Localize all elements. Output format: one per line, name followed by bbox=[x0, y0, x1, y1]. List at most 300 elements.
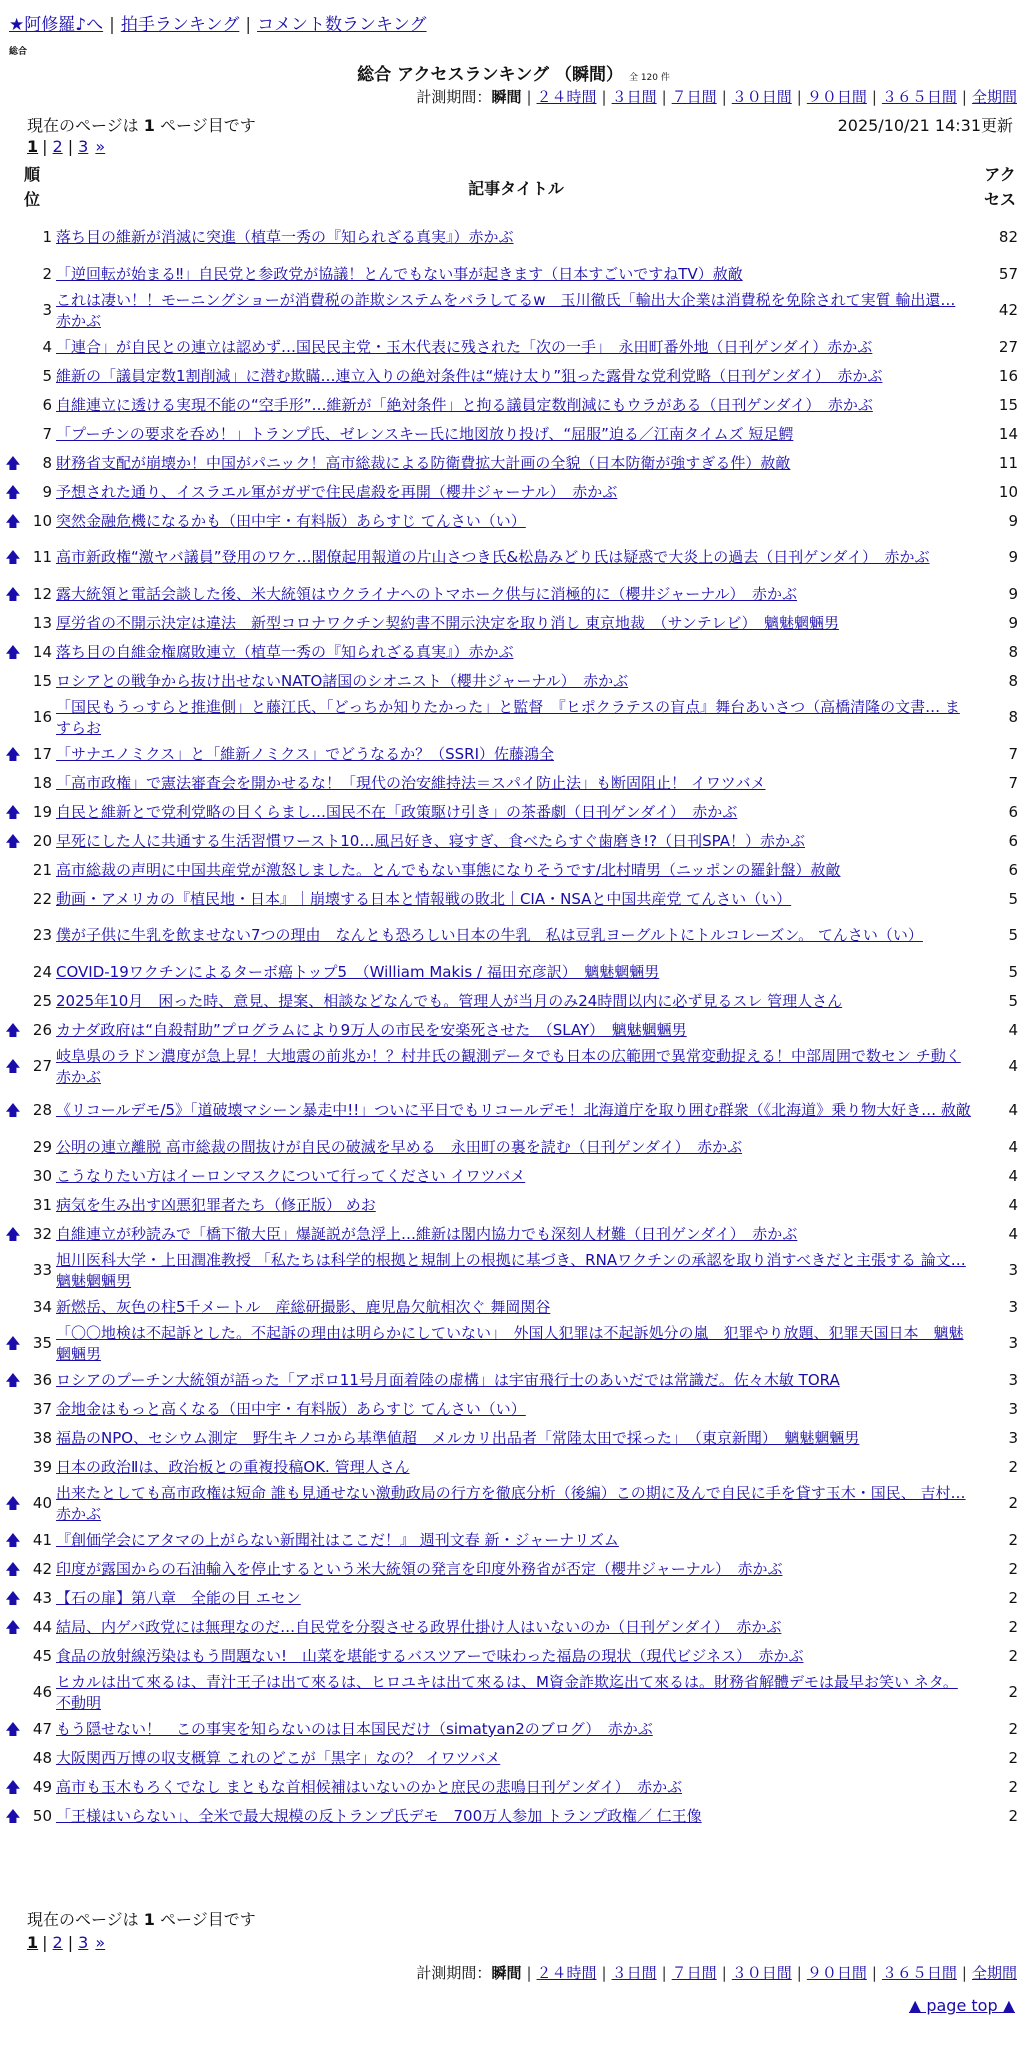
access-count: 9 bbox=[1008, 548, 1018, 567]
arrow-cell bbox=[4, 1744, 22, 1773]
arrow-cell bbox=[4, 638, 22, 667]
article-link[interactable]: 「プーチンの要求を呑め！」トランプ氏、ゼレンスキー氏に地図放り投げ、“屈服”迫る／江南タイムズ 短足鰐 bbox=[56, 424, 794, 443]
period-separator: | bbox=[871, 1964, 877, 1982]
rank-number: 16 bbox=[32, 708, 52, 727]
period-selector-bottom bbox=[416, 1962, 1017, 1983]
article-link[interactable]: 落ち目の自維金権腐敗連立（植草一秀の『知られざる真実』）赤かぶ bbox=[56, 642, 514, 661]
arrow-cell bbox=[4, 1642, 22, 1671]
arrow-cell bbox=[4, 420, 22, 449]
title-cell bbox=[56, 260, 974, 289]
table-row bbox=[4, 478, 1022, 507]
table-row bbox=[4, 1045, 1022, 1089]
title-cell bbox=[56, 1424, 974, 1453]
period-option-link[interactable]: ３日間 bbox=[611, 88, 657, 106]
up-arrow-icon: 🡅 bbox=[5, 642, 21, 661]
title-cell bbox=[56, 1526, 974, 1555]
access-count: 2 bbox=[1008, 1719, 1018, 1738]
table-row bbox=[4, 507, 1022, 536]
arrow-cell bbox=[4, 769, 22, 798]
rank-number: 6 bbox=[42, 395, 52, 414]
access-count: 4 bbox=[1008, 1195, 1018, 1214]
period-option-link[interactable]: ２４時間 bbox=[536, 1964, 597, 1982]
title-cell bbox=[56, 1249, 974, 1293]
title-cell bbox=[56, 798, 974, 827]
up-arrow-icon: 🡅 bbox=[5, 831, 21, 850]
access-count: 3 bbox=[1008, 1334, 1018, 1353]
title-cell bbox=[56, 1671, 974, 1715]
arrow-cell bbox=[4, 1249, 22, 1293]
up-arrow-icon: 🡅 bbox=[5, 1588, 21, 1607]
title-cell bbox=[56, 740, 974, 769]
title-header: 記事タイトル bbox=[468, 179, 564, 198]
title-cell bbox=[56, 1089, 974, 1133]
table-row bbox=[4, 1642, 1022, 1671]
arrow-cell bbox=[4, 1162, 22, 1191]
rank-number: 23 bbox=[32, 926, 52, 945]
period-option-link[interactable]: 全期間 bbox=[971, 1964, 1017, 1982]
table-row bbox=[4, 1613, 1022, 1642]
access-count: 4 bbox=[1008, 1137, 1018, 1156]
pager-top bbox=[27, 137, 106, 156]
rank-number: 13 bbox=[32, 613, 52, 632]
table-row bbox=[4, 1555, 1022, 1584]
article-link[interactable]: 早死にした人に共通する生活習慣ワースト10…風呂好き、寝すぎ、食べたらすぐ歯磨き!?（日刊SPA！）赤かぶ bbox=[56, 831, 805, 850]
article-link[interactable]: 大阪関西万博の収支概算 これのどこが「黒字」なの？ イワツバメ bbox=[56, 1748, 501, 1767]
arrow-cell bbox=[4, 1191, 22, 1220]
rank-header: 順位 bbox=[23, 165, 40, 209]
up-arrow-icon: 🡅 bbox=[5, 1224, 21, 1243]
arrow-cell bbox=[4, 391, 22, 420]
title-cell bbox=[56, 696, 974, 740]
title-cell bbox=[56, 1016, 974, 1045]
up-arrow-icon: 🡅 bbox=[5, 1494, 21, 1513]
access-count: 3 bbox=[1008, 1428, 1018, 1447]
up-arrow-icon: 🡅 bbox=[5, 802, 21, 821]
table-row bbox=[4, 1424, 1022, 1453]
pager-next-link[interactable]: » bbox=[95, 137, 106, 156]
table-row bbox=[4, 958, 1022, 987]
arrow-cell bbox=[4, 362, 22, 391]
access-count: 2 bbox=[1008, 1457, 1018, 1476]
article-link[interactable]: ロシアとの戦争から抜け出せないNATO諸国のシオニスト（櫻井ジャーナル） 赤かぶ bbox=[56, 671, 629, 690]
rank-number: 39 bbox=[32, 1457, 52, 1476]
arrow-cell bbox=[4, 987, 22, 1016]
article-link[interactable]: 「連合」が自民との連立は認めず…国民民主党・玉木代表に残された「次の一手」 永田町番外地（日刊ゲンダイ）赤かぶ bbox=[56, 337, 873, 356]
rank-number: 21 bbox=[32, 860, 52, 879]
rank-number: 30 bbox=[32, 1166, 52, 1185]
rank-number: 15 bbox=[32, 671, 52, 690]
arrow-cell bbox=[4, 1526, 22, 1555]
article-link[interactable]: 印度が露国からの石油輸入を停止するという米大統領の発言を印度外務省が否定（櫻井ジャーナル） 赤かぶ bbox=[56, 1559, 783, 1578]
title-cell bbox=[56, 1584, 974, 1613]
hakushu-ranking-link[interactable]: 拍手ランキング bbox=[120, 15, 240, 35]
access-count: 8 bbox=[1008, 708, 1018, 727]
article-link[interactable]: 日本の政治Ⅱは、政治板との重複投稿OK. 管理人さん bbox=[56, 1457, 410, 1476]
article-link[interactable]: 「高市政権」で憲法審査会を開かせるな！「現代の治安維持法＝スパイ防止法」も断固阻止！ イワツバメ bbox=[56, 773, 766, 792]
pager-separator: | bbox=[67, 137, 74, 156]
up-arrow-icon: 🡅 bbox=[5, 1617, 21, 1636]
pager-page-link[interactable]: 2 bbox=[52, 137, 63, 156]
arrow-cell bbox=[4, 1366, 22, 1395]
article-link[interactable]: 自維連立に透ける実現不能の“空手形”…維新が「絶対条件」と拘る議員定数削減にもウラがある（日刊ゲンダイ） 赤かぶ bbox=[56, 395, 873, 414]
rank-number: 46 bbox=[32, 1683, 52, 1702]
period-option-link[interactable]: ３日間 bbox=[611, 1964, 657, 1982]
period-option-link[interactable]: ３０日間 bbox=[731, 88, 792, 106]
access-header: アクセス bbox=[983, 165, 1016, 209]
article-link[interactable]: 【石の扉】第八章 全能の目 エセン bbox=[56, 1588, 301, 1607]
access-count: 11 bbox=[998, 453, 1018, 472]
rank-number: 32 bbox=[32, 1224, 52, 1243]
article-link[interactable]: 結局、内ゲバ政党には無理なのだ…自民党を分裂させる政界仕掛け人はいないのか（日刊ゲンダイ） 赤かぶ bbox=[56, 1617, 782, 1636]
article-link[interactable]: 落ち目の維新が消滅に突進（植草一秀の『知られざる真実』）赤かぶ bbox=[56, 228, 514, 247]
period-separator: | bbox=[601, 1964, 607, 1982]
table-row bbox=[4, 391, 1022, 420]
access-count: 2 bbox=[1008, 1494, 1018, 1513]
access-count: 2 bbox=[1008, 1806, 1018, 1825]
rank-number: 40 bbox=[32, 1494, 52, 1513]
rank-number: 26 bbox=[32, 1020, 52, 1039]
arrow-cell bbox=[4, 609, 22, 638]
rank-number: 19 bbox=[32, 802, 52, 821]
up-arrow-icon: 🡅 bbox=[5, 548, 21, 567]
title-cell bbox=[56, 216, 974, 260]
article-link[interactable]: 財務省支配が崩壊か！中国がパニック！高市総裁による防衛費拡大計画の全貌（日本防衛が強すぎる件）赦敵 bbox=[56, 453, 791, 472]
rank-number: 34 bbox=[32, 1297, 52, 1316]
title-cell bbox=[56, 1715, 974, 1744]
table-row bbox=[4, 1220, 1022, 1249]
title-cell bbox=[56, 769, 974, 798]
rank-number: 50 bbox=[32, 1806, 52, 1825]
rank-number: 31 bbox=[32, 1195, 52, 1214]
access-count: 9 bbox=[1008, 511, 1018, 530]
period-separator: | bbox=[661, 88, 667, 106]
article-link[interactable]: 「サナエノミクス」と「維新ノミクス」でどうなるか？（SSRI）佐藤鴻全 bbox=[56, 744, 554, 763]
access-count: 2 bbox=[1008, 1777, 1018, 1796]
access-count: 2 bbox=[1008, 1683, 1018, 1702]
article-link[interactable]: 公明の連立離脱 高市総裁の間抜けが自民の破滅を早める 永田町の裏を読む（日刊ゲンダイ） 赤かぶ bbox=[56, 1137, 743, 1156]
table-row bbox=[4, 1773, 1022, 1802]
title-text: 総合 アクセスランキング （瞬間） bbox=[357, 65, 623, 85]
article-link[interactable]: こうなりたい方はイーロンマスクについて行ってください イワツバメ bbox=[56, 1166, 526, 1185]
current-page-prefix: 現在のページは bbox=[27, 1910, 139, 1929]
period-option-link[interactable]: ２４時間 bbox=[536, 88, 597, 106]
article-link[interactable]: 自維連立が秒読みで「橋下徹大臣」爆誕説が急浮上…維新は閣内協力でも深刻人材難（日刊ゲンダイ） 赤かぶ bbox=[56, 1224, 798, 1243]
rank-number: 25 bbox=[32, 991, 52, 1010]
table-row bbox=[4, 289, 1022, 333]
title-cell bbox=[56, 507, 974, 536]
table-row bbox=[4, 260, 1022, 289]
arrow-cell bbox=[4, 958, 22, 987]
pager-page-link[interactable]: 3 bbox=[78, 137, 89, 156]
title-cell bbox=[56, 1613, 974, 1642]
arrow-cell bbox=[4, 885, 22, 914]
table-row bbox=[4, 987, 1022, 1016]
article-link[interactable]: 食品の放射線汚染はもう問題ない! 山菜を堪能するバスツアーで味わった福島の現状（現代ビジネス） 赤かぶ bbox=[56, 1646, 804, 1665]
period-option-link[interactable]: ７日間 bbox=[671, 1964, 717, 1982]
access-count: 16 bbox=[998, 366, 1018, 385]
table-row bbox=[4, 856, 1022, 885]
access-count: 27 bbox=[998, 337, 1018, 356]
up-arrow-icon: 🡅 bbox=[5, 1777, 21, 1796]
period-separator: | bbox=[526, 88, 532, 106]
arrow-cell bbox=[4, 260, 22, 289]
article-link[interactable]: 予想された通り、イスラエル軍がガザで住民虐殺を再開（櫻井ジャーナル） 赤かぶ bbox=[56, 482, 618, 501]
title-cell bbox=[56, 478, 974, 507]
period-separator: | bbox=[526, 1964, 532, 1982]
arrow-cell bbox=[4, 536, 22, 580]
period-option-link[interactable]: 全期間 bbox=[971, 88, 1017, 106]
title-cell bbox=[56, 914, 974, 958]
title-cell bbox=[56, 449, 974, 478]
up-arrow-icon: 🡅 bbox=[5, 744, 21, 763]
article-link[interactable]: 旭川医科大学・上田潤准教授 「私たちは科学的根拠と規制上の根拠に基づき、RNAワクチンの承認を取り消すべきだと主張する 論文… 魑魅魍魎男 bbox=[56, 1250, 966, 1290]
rank-number: 18 bbox=[32, 773, 52, 792]
table-row bbox=[4, 740, 1022, 769]
title-cell bbox=[56, 1220, 974, 1249]
period-option-link[interactable]: ９０日間 bbox=[806, 88, 867, 106]
rank-number: 7 bbox=[42, 424, 52, 443]
rank-number: 44 bbox=[32, 1617, 52, 1636]
table-row bbox=[4, 798, 1022, 827]
comment-ranking-link[interactable]: コメント数ランキング bbox=[257, 15, 427, 35]
article-link[interactable]: 突然金融危機になるかも（田中宇・有料版）あらすじ てんさい（い） bbox=[56, 511, 526, 530]
table-row bbox=[4, 609, 1022, 638]
up-arrow-icon: 🡅 bbox=[5, 1370, 21, 1389]
arrow-cell bbox=[4, 1395, 22, 1424]
title-cell bbox=[56, 827, 974, 856]
table-row bbox=[4, 1482, 1022, 1526]
article-link[interactable]: 福島のNPO、セシウム測定 野生キノコから基準値超 メルカリ出品者「常陸太田で採った」 （東京新聞） 魑魅魍魎男 bbox=[56, 1428, 860, 1447]
title-cell bbox=[56, 536, 974, 580]
article-link[interactable]: 露大統領と電話会談した後、米大統領はウクライナへのトマホーク供与に消極的に（櫻井ジャーナル） 赤かぶ bbox=[56, 584, 798, 603]
arrow-cell bbox=[4, 667, 22, 696]
pager-separator: | bbox=[42, 1933, 48, 1952]
period-option-link[interactable]: ３６５日間 bbox=[881, 88, 957, 106]
access-count: 2 bbox=[1008, 1748, 1018, 1767]
table-row bbox=[4, 1162, 1022, 1191]
article-link[interactable]: 高市総裁の声明に中国共産党が激怒しました。とんでもない事態になりそうです/北村晴男（ニッポンの羅針盤）赦敵 bbox=[56, 860, 841, 879]
access-count: 2 bbox=[1008, 1617, 1018, 1636]
table-row bbox=[4, 1016, 1022, 1045]
current-page-number: 1 bbox=[143, 116, 155, 135]
article-link[interactable]: 岐阜県のラドン濃度が急上昇！大地震の前兆か！？村井氏の観測データでも日本の広範囲で異常変動捉える！中部周囲で数セン チ動く 赤かぶ bbox=[56, 1046, 961, 1086]
pager-current: 1 bbox=[27, 1933, 39, 1952]
ranking-table bbox=[4, 216, 1022, 1831]
arrow-cell bbox=[4, 507, 22, 536]
table-row bbox=[4, 536, 1022, 580]
article-link[interactable]: 自民と維新とで党利党略の目くらまし…国民不在「政策駆け引き」の茶番劇（日刊ゲンダイ） 赤かぶ bbox=[56, 802, 738, 821]
period-current: 瞬間 bbox=[491, 88, 522, 106]
access-count: 5 bbox=[1008, 926, 1018, 945]
period-separator: | bbox=[961, 88, 967, 106]
table-row bbox=[4, 1584, 1022, 1613]
table-row bbox=[4, 638, 1022, 667]
up-arrow-icon: 🡅 bbox=[5, 1334, 21, 1353]
access-count: 8 bbox=[1008, 642, 1018, 661]
rank-number: 28 bbox=[32, 1101, 52, 1120]
table-row bbox=[4, 1802, 1022, 1831]
access-count: 2 bbox=[1008, 1530, 1018, 1549]
period-option-link[interactable]: ３０日間 bbox=[731, 1964, 792, 1982]
table-row bbox=[4, 1322, 1022, 1366]
rank-number: 8 bbox=[42, 453, 52, 472]
article-link[interactable]: 金地金はもっと高くなる（田中宇・有料版）あらすじ てんさい（い） bbox=[56, 1399, 526, 1418]
arrow-cell bbox=[4, 1773, 22, 1802]
article-link[interactable]: 2025年10月 困った時、意見、提案、相談などなんでも。管理人が当月のみ24時間以内に必ず見るスレ 管理人さん bbox=[56, 991, 843, 1010]
table-row bbox=[4, 1366, 1022, 1395]
table-row bbox=[4, 216, 1022, 260]
rank-number: 10 bbox=[32, 511, 52, 530]
arrow-cell bbox=[4, 1555, 22, 1584]
access-count: 4 bbox=[1008, 1057, 1018, 1076]
table-row bbox=[4, 1089, 1022, 1133]
article-link[interactable]: もう隠せない！ この事実を知らないのは日本国民だけ（simatyan2のブログ） 赤かぶ bbox=[56, 1719, 653, 1738]
access-count: 57 bbox=[998, 264, 1018, 283]
title-cell bbox=[56, 1133, 974, 1162]
pager-next-link[interactable]: » bbox=[95, 1933, 106, 1952]
title-cell bbox=[56, 391, 974, 420]
rank-number: 41 bbox=[32, 1530, 52, 1549]
article-link[interactable]: 動画・アメリカの『植民地・日本』｜崩壊する日本と情報戦の敗北｜CIA・NSAと中国共産党 てんさい（い） bbox=[56, 889, 792, 908]
total-count: 全 120 件 bbox=[628, 73, 670, 83]
arrow-cell bbox=[4, 580, 22, 609]
table-row bbox=[4, 1133, 1022, 1162]
access-count: 82 bbox=[998, 228, 1018, 247]
up-arrow-icon: 🡅 bbox=[5, 453, 21, 472]
article-link[interactable]: 『創価学会にアタマの上がらない新聞社はここだ！』 週刊文春 新・ジャーナリズム bbox=[56, 1530, 619, 1549]
title-cell bbox=[56, 1045, 974, 1089]
table-row bbox=[4, 580, 1022, 609]
arrow-cell bbox=[4, 1322, 22, 1366]
access-count: 2 bbox=[1008, 1559, 1018, 1578]
title-cell bbox=[56, 1293, 974, 1322]
table-row bbox=[4, 1526, 1022, 1555]
table-row bbox=[4, 1744, 1022, 1773]
up-arrow-icon: 🡅 bbox=[5, 482, 21, 501]
arrow-cell bbox=[4, 696, 22, 740]
access-count: 9 bbox=[1008, 613, 1018, 632]
updated-time: 2025/10/21 14:31更新 bbox=[837, 116, 1013, 135]
rank-number: 5 bbox=[42, 366, 52, 385]
rank-number: 47 bbox=[32, 1719, 52, 1738]
article-link[interactable]: 高市も玉木もろくでなし まともな首相候補はいないのかと庶民の悲鳴日刊ゲンダイ） 赤かぶ bbox=[56, 1777, 683, 1796]
title-cell bbox=[56, 1395, 974, 1424]
arrow-cell bbox=[4, 216, 22, 260]
table-row bbox=[4, 885, 1022, 914]
nav-separator: | bbox=[109, 15, 115, 35]
article-link[interactable]: 高市新政権“激ヤバ議員”登用のワケ…閣僚起用報道の片山さつき氏&松島みどり氏は疑惑で大炎上の過去（日刊ゲンダイ） 赤かぶ bbox=[56, 548, 930, 567]
article-link[interactable]: ロシアのプーチン大統領が語った「アポロ11号月面着陸の虚構」は宇宙飛行士のあいだでは常識だ。佐々木敏 TORA bbox=[56, 1370, 840, 1389]
rank-number: 22 bbox=[32, 889, 52, 908]
table-row bbox=[4, 449, 1022, 478]
up-arrow-icon: 🡅 bbox=[5, 1806, 21, 1825]
article-link[interactable]: 維新の「議員定数1割削減」に潜む欺瞞…連立入りの絶対条件は“焼け太り”狙った露骨な党利党略（日刊ゲンダイ） 赤かぶ bbox=[56, 366, 883, 385]
arrow-cell bbox=[4, 827, 22, 856]
title-cell bbox=[56, 1191, 974, 1220]
pager-page-link[interactable]: 3 bbox=[78, 1933, 89, 1952]
access-count: 6 bbox=[1008, 802, 1018, 821]
period-option-link[interactable]: ７日間 bbox=[671, 88, 717, 106]
access-count: 4 bbox=[1008, 1020, 1018, 1039]
up-arrow-icon: 🡅 bbox=[5, 1530, 21, 1549]
period-separator: | bbox=[796, 88, 802, 106]
title-cell bbox=[56, 362, 974, 391]
table-row bbox=[4, 667, 1022, 696]
access-count: 6 bbox=[1008, 860, 1018, 879]
period-option-link[interactable]: ９０日間 bbox=[806, 1964, 867, 1982]
pager-bottom bbox=[27, 1933, 106, 1952]
article-link[interactable]: これは凄い！！モーニングショーが消費税の詐欺システムをバラしてるw 玉川徹氏「輸出大企業は消費税を免除されて実質 輸出還… 赤かぶ bbox=[56, 290, 956, 330]
arrow-cell bbox=[4, 1045, 22, 1089]
article-link[interactable]: 厚労省の不開示決定は違法 新型コロナワクチン契約書不開示決定を取り消し 東京地裁 （サンテレビ） 魑魅魍魎男 bbox=[56, 613, 839, 632]
arrow-cell bbox=[4, 1016, 22, 1045]
access-count: 14 bbox=[998, 424, 1018, 443]
rank-number: 42 bbox=[32, 1559, 52, 1578]
arrow-cell bbox=[4, 1671, 22, 1715]
article-link[interactable]: ヒカルは出て來るは、青汁王子は出て來るは、ヒロユキは出て來るは、M資金詐欺迄出て來るは。財務省解體デモは最早お笑い ネタ。 不動明 bbox=[56, 1672, 958, 1712]
arrow-cell bbox=[4, 333, 22, 362]
top-nav bbox=[9, 10, 427, 35]
article-link[interactable]: 「〇〇地検は不起訴とした。不起訴の理由は明らかにしていない」 外国人犯罪は不起訴処分の嵐 犯罪やり放題、犯罪天国日本 魑魅魍魎男 bbox=[56, 1323, 964, 1363]
table-row bbox=[4, 1191, 1022, 1220]
article-link[interactable]: カナダ政府は“自殺幇助”プログラムにより9万人の市民を安楽死させた （SLAY） 魑魅魍魎男 bbox=[56, 1020, 687, 1039]
title-cell bbox=[56, 289, 974, 333]
up-arrow-icon: 🡅 bbox=[5, 511, 21, 530]
rank-number: 38 bbox=[32, 1428, 52, 1447]
category-label: 総合 bbox=[9, 47, 28, 57]
pager-page-link[interactable]: 2 bbox=[52, 1933, 63, 1952]
rank-number: 33 bbox=[32, 1261, 52, 1280]
period-separator: | bbox=[721, 88, 727, 106]
home-link[interactable]: ★阿修羅♪へ bbox=[9, 15, 104, 35]
arrow-cell bbox=[4, 1453, 22, 1482]
article-link[interactable]: 病気を生み出す凶悪犯罪者たち（修正版） めお bbox=[56, 1195, 376, 1214]
rank-number: 4 bbox=[42, 337, 52, 356]
access-count: 4 bbox=[1008, 1101, 1018, 1120]
period-separator: | bbox=[961, 1964, 967, 1982]
title-cell bbox=[56, 1453, 974, 1482]
period-option-link[interactable]: ３６５日間 bbox=[881, 1964, 957, 1982]
current-page-bottom bbox=[27, 1907, 256, 1930]
up-arrow-icon: 🡅 bbox=[5, 1559, 21, 1578]
article-link[interactable]: 「王様はいらない」、全米で最大規模の反トランプ氏デモ 700万人参加 トランプ政権／ 仁王像 bbox=[56, 1806, 702, 1825]
table-row bbox=[4, 1453, 1022, 1482]
article-link[interactable]: 僕が子供に牛乳を飲ませない7つの理由 なんとも恐ろしい日本の牛乳 私は豆乳ヨーグルトにトルコレーズン。 てんさい（い） bbox=[56, 926, 923, 945]
access-count: 3 bbox=[1008, 1297, 1018, 1316]
current-page-suffix: ページ目です bbox=[160, 116, 256, 135]
article-link[interactable]: 出来たとしても高市政権は短命 誰も見通せない激動政局の行方を徹底分析（後編）この期に及んで自民に手を貸す玉木・国民、 吉村… 赤かぶ bbox=[56, 1483, 966, 1523]
arrow-cell bbox=[4, 1220, 22, 1249]
arrow-cell bbox=[4, 1584, 22, 1613]
up-arrow-icon: 🡅 bbox=[5, 1719, 21, 1738]
rank-number: 29 bbox=[32, 1137, 52, 1156]
access-count: 15 bbox=[998, 395, 1018, 414]
table-row bbox=[4, 362, 1022, 391]
page-top-link[interactable]: ▲ page top ▲ bbox=[908, 1996, 1015, 2015]
period-separator: | bbox=[721, 1964, 727, 1982]
article-link[interactable]: COVID-19ワクチンによるターボ癌トップ5 （William Makis / 福田充彦訳） 魑魅魍魎男 bbox=[56, 962, 660, 981]
article-link[interactable]: 新燃岳、灰色の柱5千メートル 産総研撮影、鹿児島欠航相次ぐ 舞岡関谷 bbox=[56, 1297, 551, 1316]
period-selector-top bbox=[416, 86, 1017, 107]
table-row bbox=[4, 769, 1022, 798]
article-link[interactable]: 「国民もうっすらと推進側」と藤江氏、「どっちか知りたかった」と監督 『ヒポクラテスの盲点』舞台あいさつ（高橋清隆の文書… ますらお bbox=[56, 697, 960, 737]
current-page-prefix: 現在のページは bbox=[27, 116, 139, 135]
up-arrow-icon: 🡅 bbox=[5, 584, 21, 603]
arrow-cell bbox=[4, 1293, 22, 1322]
article-link[interactable]: 《リコールデモ/5》「道破壊マシーン暴走中!!」ついに平日でもリコールデモ！北海道庁を取り囲む群衆（《北海道》乗り物大好き… 赦敵 bbox=[56, 1101, 971, 1120]
article-link[interactable]: 「逆回転が始まる‼」自民党と参政党が協議！とんでもない事が起きます（日本すごいですねTV）赦敵 bbox=[56, 264, 743, 283]
title-cell bbox=[56, 1162, 974, 1191]
